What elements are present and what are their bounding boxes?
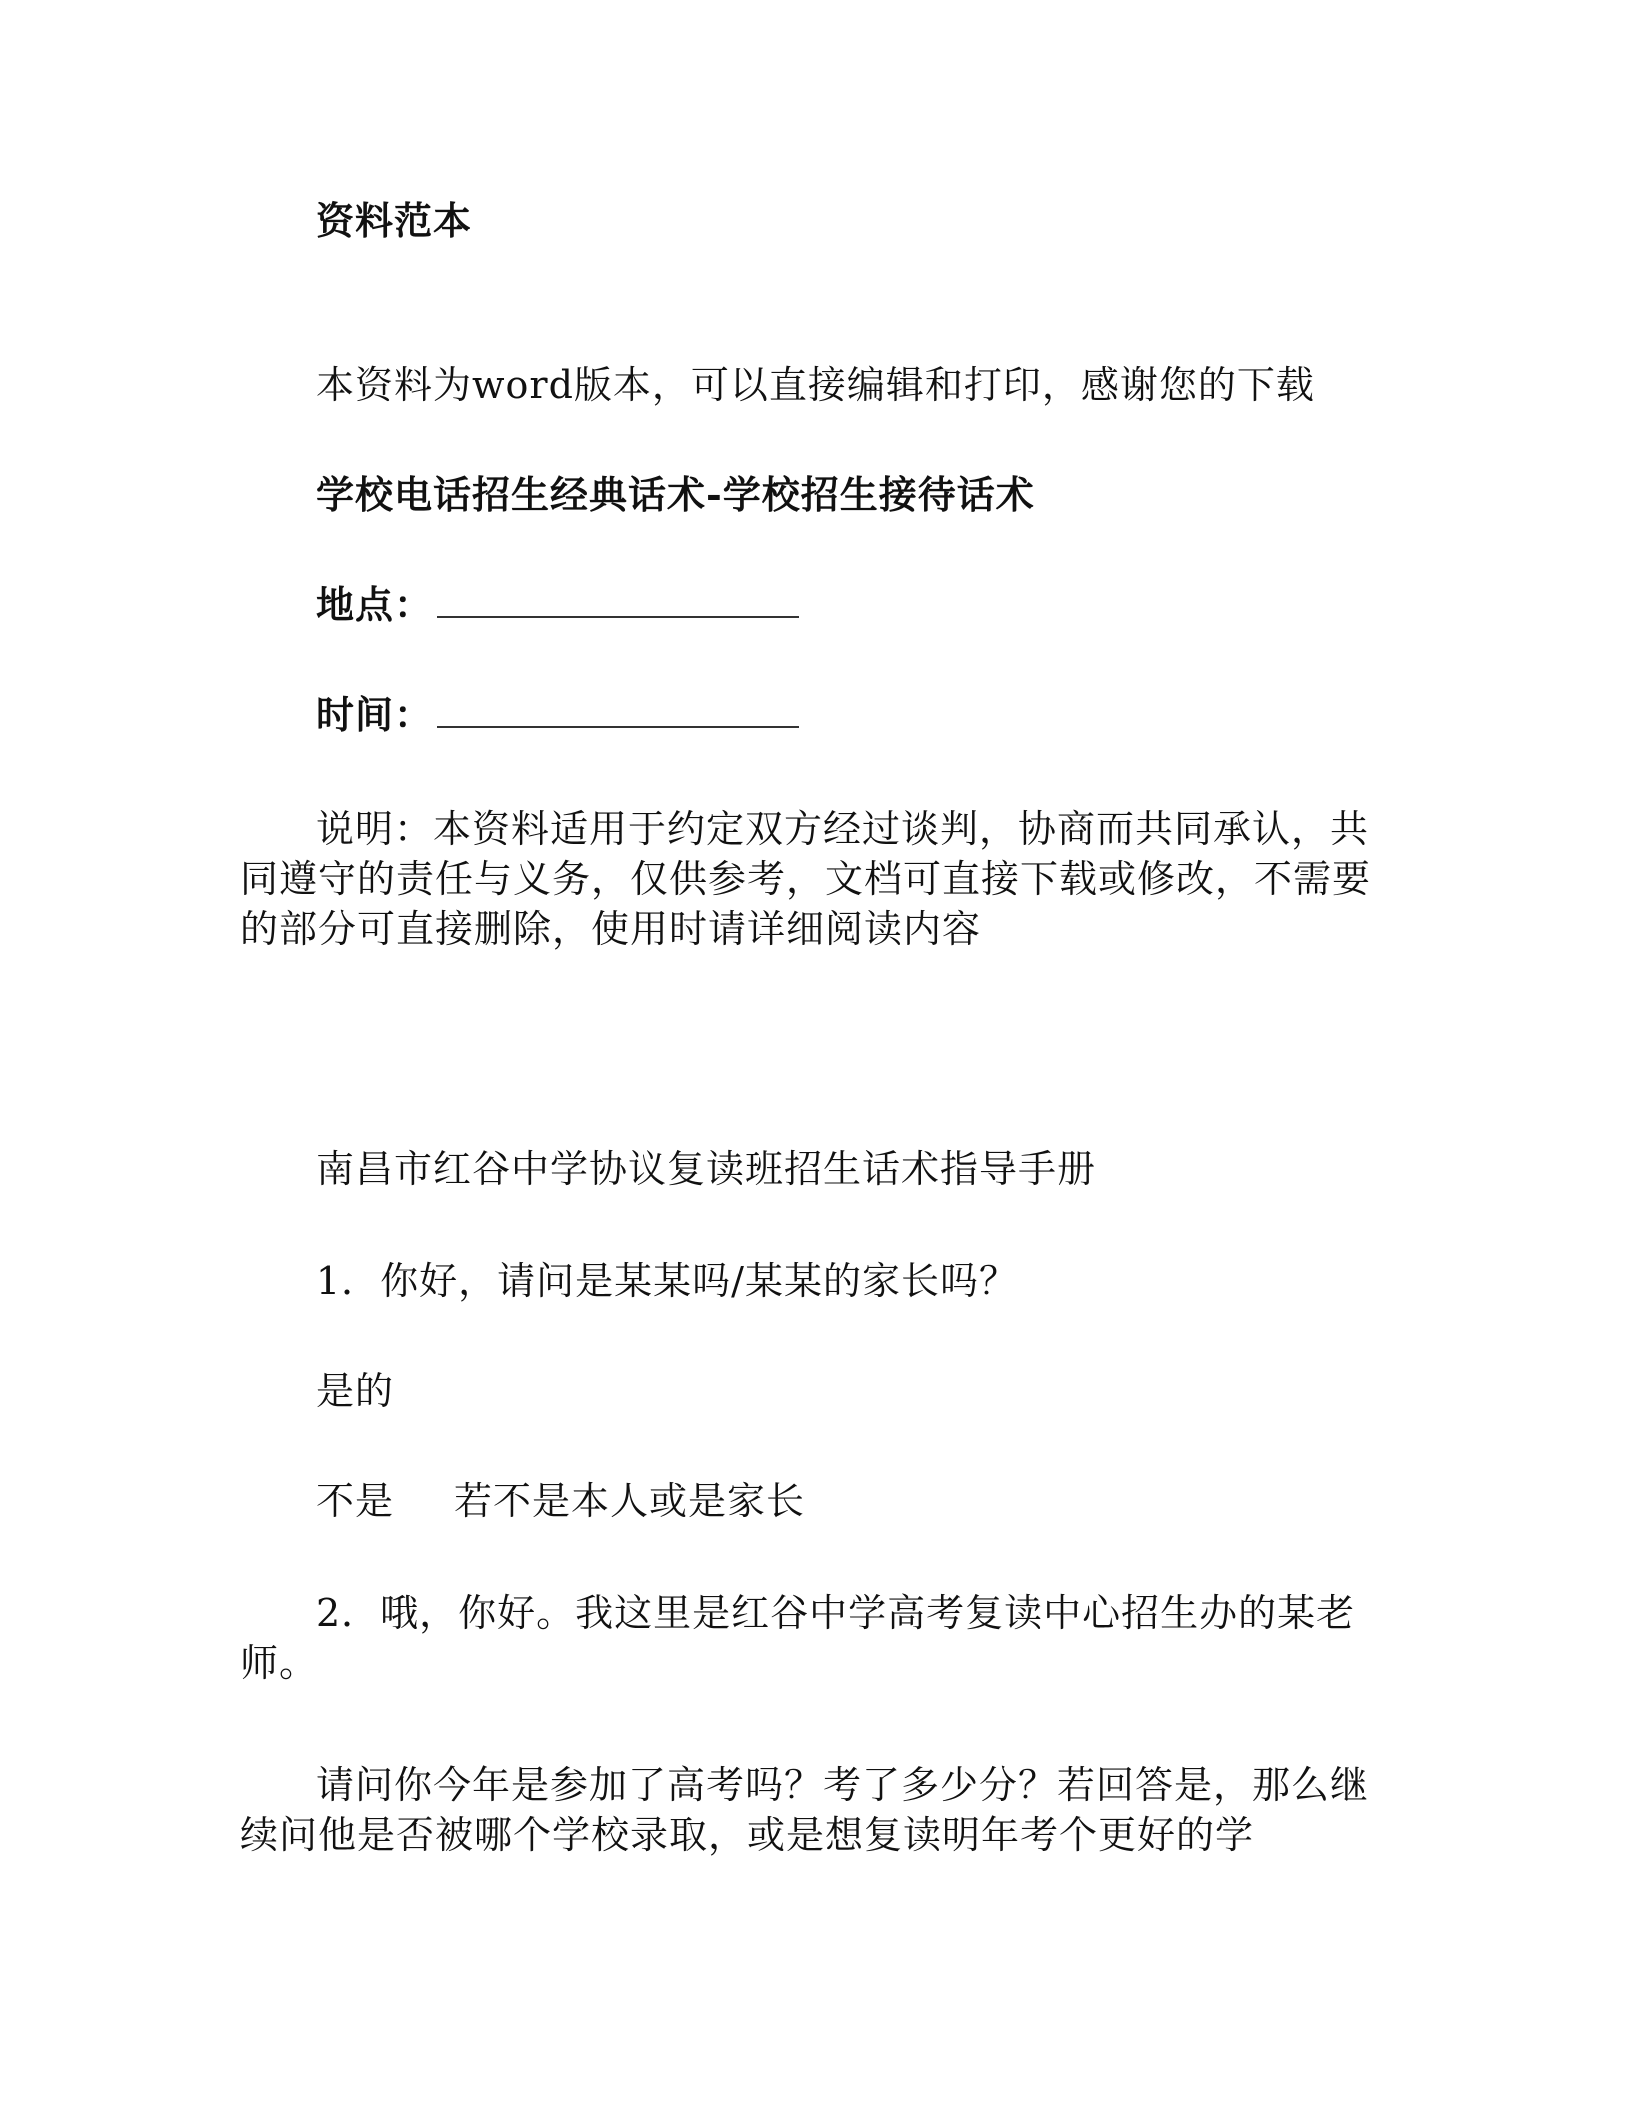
doc-header: 资料范本: [316, 198, 473, 243]
question-3: 请问你今年是参加了高考吗？考了多少分？若回答是，那么继续问他是否被哪个学校录取，或是想复读明年考个更好的学: [240, 1763, 1370, 1857]
answer-no-note: 若不是本人或是家长: [454, 1479, 806, 1523]
time-field: [316, 690, 799, 740]
question-1: 1．你好，请问是某某吗/某某的家长吗？: [316, 1259, 1018, 1303]
location-field: [316, 580, 799, 630]
answer-yes: 是的: [316, 1369, 395, 1413]
doc-description: 说明：本资料适用于约定双方经过谈判，协商而共同承认，共同遵守的责任与义务，仅供参考，文档可直接下载或修改，不需要的部分可直接删除，使用时请详细阅读内容: [240, 807, 1372, 951]
time-blank-line: [437, 696, 799, 728]
answer-no-row: [316, 1476, 805, 1526]
location-blank-line: [437, 586, 799, 618]
location-label: 地点：: [316, 582, 434, 627]
answer-no: 不是: [316, 1479, 395, 1523]
doc-title: 学校电话招生经典话术-学校招生接待话术: [316, 472, 1035, 517]
time-label: 时间：: [316, 692, 434, 737]
question-2: 2．哦，你好。我这里是红谷中学高考复读中心招生办的某老师。: [240, 1591, 1356, 1685]
manual-title: 南昌市红谷中学协议复读班招生话术指导手册: [316, 1147, 1097, 1191]
doc-intro: 本资料为word版本，可以直接编辑和打印，感谢您的下载: [316, 363, 1315, 407]
